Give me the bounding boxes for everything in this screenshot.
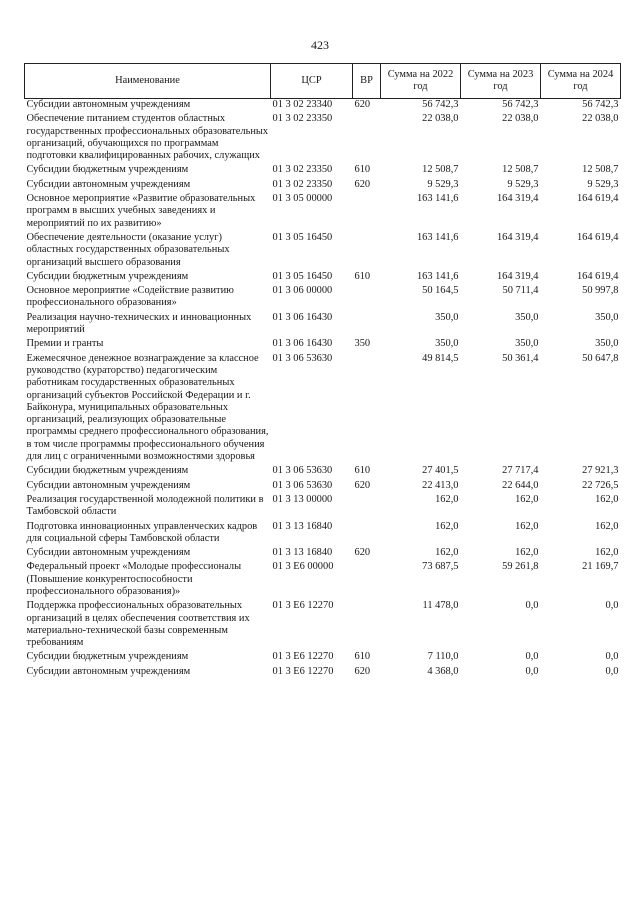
table-body xyxy=(25,99,621,681)
row-amount-2022: 22 038,0 xyxy=(422,113,459,125)
row-name: Подготовка инновационных управленческих кадров для социальной сферы Тамбовской области xyxy=(26,520,258,544)
row-vr: 610 xyxy=(354,164,371,176)
row-vr: 620 xyxy=(354,99,371,110)
row-amount-2022: 27 401,5 xyxy=(422,465,459,477)
row-vr xyxy=(353,312,381,339)
row-amount-2024: 22 726,5 xyxy=(582,479,619,491)
row-name: Основное мероприятие «Развитие образовательных программ в высших учебных заведениях и мероприятий по их развитию» xyxy=(26,193,256,229)
row-name: Реализация государственной молодежной политики в Тамбовской области xyxy=(26,493,264,518)
row-name: Премии и гранты xyxy=(26,338,104,350)
row-name: Реализация научно-технических и инновационных мероприятий xyxy=(26,311,252,336)
row-vr xyxy=(353,285,381,312)
row-amount-2022: 4 368,0 xyxy=(427,665,459,677)
row-amount-2022: 163 141,6 xyxy=(416,231,459,243)
row-vr xyxy=(353,113,381,164)
row-amount-2024: 9 529,3 xyxy=(587,178,619,190)
table-row xyxy=(25,285,621,312)
table-row xyxy=(25,193,621,232)
row-name: Субсидии автономным учреждениям xyxy=(26,99,191,110)
table-row xyxy=(25,600,621,651)
table-row xyxy=(25,232,621,271)
table-row xyxy=(25,338,621,352)
row-csr: 01 3 02 23350 xyxy=(272,178,333,190)
row-amount-2024: 21 169,7 xyxy=(582,561,619,573)
table-row xyxy=(25,99,621,114)
row-csr: 01 3 05 16450 xyxy=(272,270,333,282)
row-name: Субсидии бюджетным учреждениям xyxy=(26,465,189,477)
row-amount-2023: 56 742,3 xyxy=(502,99,539,110)
header-2024: Сумма на 2024 год xyxy=(541,64,621,99)
row-vr xyxy=(353,600,381,651)
row-amount-2024: 0,0 xyxy=(605,665,619,677)
row-csr: 01 3 Е6 12270 xyxy=(272,665,334,677)
row-amount-2024: 0,0 xyxy=(605,600,619,612)
row-csr: 01 3 06 16430 xyxy=(272,311,333,323)
row-vr: 620 xyxy=(354,547,371,559)
table-row xyxy=(25,271,621,285)
row-vr: 350 xyxy=(354,338,371,350)
row-amount-2023: 164 319,4 xyxy=(496,231,539,243)
row-amount-2022: 11 478,0 xyxy=(422,600,459,612)
row-amount-2023: 0,0 xyxy=(525,600,539,612)
row-csr: 01 3 02 23350 xyxy=(272,164,333,176)
row-amount-2022: 12 508,7 xyxy=(422,164,459,176)
row-csr: 01 3 06 53630 xyxy=(272,352,333,364)
row-vr: 620 xyxy=(354,479,371,491)
table-row xyxy=(25,353,621,466)
row-amount-2023: 12 508,7 xyxy=(502,164,539,176)
row-csr: 01 3 02 23340 xyxy=(272,99,333,110)
row-csr: 01 3 06 53630 xyxy=(272,465,333,477)
row-amount-2024: 350,0 xyxy=(595,311,619,323)
row-amount-2023: 350,0 xyxy=(515,338,539,350)
row-vr xyxy=(353,232,381,271)
row-name: Поддержка профессиональных образовательных организаций в целях обеспечения соответствия их материально-технической базы современным требованиям xyxy=(26,600,250,649)
row-csr: 01 3 06 53630 xyxy=(272,479,333,491)
table-row xyxy=(25,521,621,548)
budget-table xyxy=(24,63,621,680)
row-amount-2024: 56 742,3 xyxy=(582,99,619,110)
row-amount-2023: 0,0 xyxy=(525,651,539,663)
row-vr: 620 xyxy=(354,178,371,190)
row-vr xyxy=(353,193,381,232)
row-amount-2022: 56 742,3 xyxy=(422,99,459,110)
row-amount-2023: 59 261,8 xyxy=(502,561,539,573)
row-amount-2023: 50 711,4 xyxy=(502,285,539,297)
row-amount-2022: 22 413,0 xyxy=(422,479,459,491)
row-amount-2024: 27 921,3 xyxy=(582,465,619,477)
row-amount-2023: 22 038,0 xyxy=(502,113,539,125)
row-amount-2023: 0,0 xyxy=(525,665,539,677)
row-name: Субсидии бюджетным учреждениям xyxy=(26,651,189,663)
row-amount-2023: 22 644,0 xyxy=(502,479,539,491)
row-amount-2022: 163 141,6 xyxy=(416,270,459,282)
row-csr: 01 3 13 16840 xyxy=(272,520,333,532)
header-name: Наименование xyxy=(25,64,271,99)
row-name: Субсидии автономным учреждениям xyxy=(26,665,191,677)
header-csr: ЦСР xyxy=(271,64,353,99)
row-amount-2022: 9 529,3 xyxy=(427,178,459,190)
row-csr: 01 3 13 16840 xyxy=(272,547,333,559)
row-amount-2022: 162,0 xyxy=(435,493,459,505)
table-row xyxy=(25,179,621,193)
row-csr: 01 3 Е6 12270 xyxy=(272,651,334,663)
row-vr: 610 xyxy=(354,651,371,663)
row-name: Ежемесячное денежное вознаграждение за классное руководство (кураторство) педагогическим работникам государственных образовательных организаций субъектов Российской Федерации и г. Байконура, муниципальных образовательных организаций, реализующих образовательные программы среднего профессионального образования, в том числе программы профессионального обучения для лиц с ограниченными возможностями здоровья xyxy=(26,352,269,463)
row-amount-2022: 162,0 xyxy=(435,547,459,559)
row-amount-2022: 7 110,0 xyxy=(427,651,459,663)
table-row xyxy=(25,561,621,600)
header-2022: Сумма на 2022 год xyxy=(381,64,461,99)
row-amount-2022: 162,0 xyxy=(435,520,459,532)
row-vr: 620 xyxy=(354,665,371,677)
row-amount-2022: 49 814,5 xyxy=(422,352,459,364)
row-amount-2022: 350,0 xyxy=(435,338,459,350)
row-csr: 01 3 06 00000 xyxy=(272,285,333,297)
table-row xyxy=(25,164,621,178)
row-csr: 01 3 06 16430 xyxy=(272,338,333,350)
row-name: Обеспечение деятельности (оказание услуг) областных государственных образовательных организаций высшего образования xyxy=(26,231,230,268)
row-vr: 610 xyxy=(354,270,371,282)
row-amount-2022: 350,0 xyxy=(435,311,459,323)
table-row xyxy=(25,547,621,561)
row-name: Обеспечение питанием студентов областных государственных профессиональных образовательных организаций, обучающихся по программам подготовки квалифицированных рабочих, служащих xyxy=(26,113,269,162)
row-name: Федеральный проект «Молодые профессионалы (Повышение конкурентоспособности профессионального образования)» xyxy=(26,561,242,597)
row-vr xyxy=(353,521,381,548)
table-row xyxy=(25,312,621,339)
row-csr: 01 3 Е6 12270 xyxy=(272,600,334,612)
header-vr: ВР xyxy=(353,64,381,99)
page-number: 423 xyxy=(311,38,329,52)
row-csr: 01 3 02 23350 xyxy=(272,113,333,125)
row-name: Субсидии автономным учреждениям xyxy=(26,547,191,559)
row-csr: 01 3 05 16450 xyxy=(272,231,333,243)
row-name: Субсидии бюджетным учреждениям xyxy=(26,270,189,282)
row-amount-2023: 50 361,4 xyxy=(502,352,539,364)
row-amount-2023: 350,0 xyxy=(515,311,539,323)
row-amount-2024: 162,0 xyxy=(595,493,619,505)
row-vr xyxy=(353,494,381,521)
row-name: Субсидии автономным учреждениям xyxy=(26,178,191,190)
table-row xyxy=(25,494,621,521)
row-csr: 01 3 05 00000 xyxy=(272,193,333,205)
row-name: Основное мероприятие «Содействие развитию профессионального образования» xyxy=(26,285,234,309)
row-amount-2024: 350,0 xyxy=(595,338,619,350)
row-amount-2022: 73 687,5 xyxy=(422,561,459,573)
row-vr xyxy=(353,561,381,600)
header-2023: Сумма на 2023 год xyxy=(461,64,541,99)
table-row xyxy=(25,666,621,680)
row-amount-2023: 27 717,4 xyxy=(502,465,539,477)
row-csr: 01 3 13 00000 xyxy=(272,493,333,505)
row-amount-2022: 163 141,6 xyxy=(416,193,459,205)
table-row xyxy=(25,651,621,665)
table-row xyxy=(25,465,621,479)
row-amount-2024: 0,0 xyxy=(605,651,619,663)
row-amount-2024: 12 508,7 xyxy=(582,164,619,176)
row-vr xyxy=(353,353,381,466)
row-amount-2023: 164 319,4 xyxy=(496,270,539,282)
row-amount-2023: 164 319,4 xyxy=(496,193,539,205)
row-amount-2024: 164 619,4 xyxy=(576,193,619,205)
row-vr: 610 xyxy=(354,465,371,477)
row-amount-2022: 50 164,5 xyxy=(422,285,459,297)
row-csr: 01 3 Е6 00000 xyxy=(272,561,334,573)
row-amount-2024: 164 619,4 xyxy=(576,231,619,243)
row-amount-2024: 164 619,4 xyxy=(576,270,619,282)
row-amount-2024: 50 997,8 xyxy=(582,285,619,297)
row-amount-2024: 162,0 xyxy=(595,520,619,532)
row-amount-2023: 9 529,3 xyxy=(507,178,539,190)
row-amount-2024: 50 647,8 xyxy=(582,352,619,364)
row-amount-2024: 22 038,0 xyxy=(582,113,619,125)
table-row xyxy=(25,113,621,164)
row-amount-2023: 162,0 xyxy=(515,520,539,532)
row-amount-2023: 162,0 xyxy=(515,493,539,505)
row-amount-2024: 162,0 xyxy=(595,547,619,559)
row-amount-2023: 162,0 xyxy=(515,547,539,559)
row-name: Субсидии бюджетным учреждениям xyxy=(26,164,189,176)
table-header xyxy=(25,64,621,99)
header-row xyxy=(25,64,621,99)
row-name: Субсидии автономным учреждениям xyxy=(26,479,191,491)
table-row xyxy=(25,480,621,494)
